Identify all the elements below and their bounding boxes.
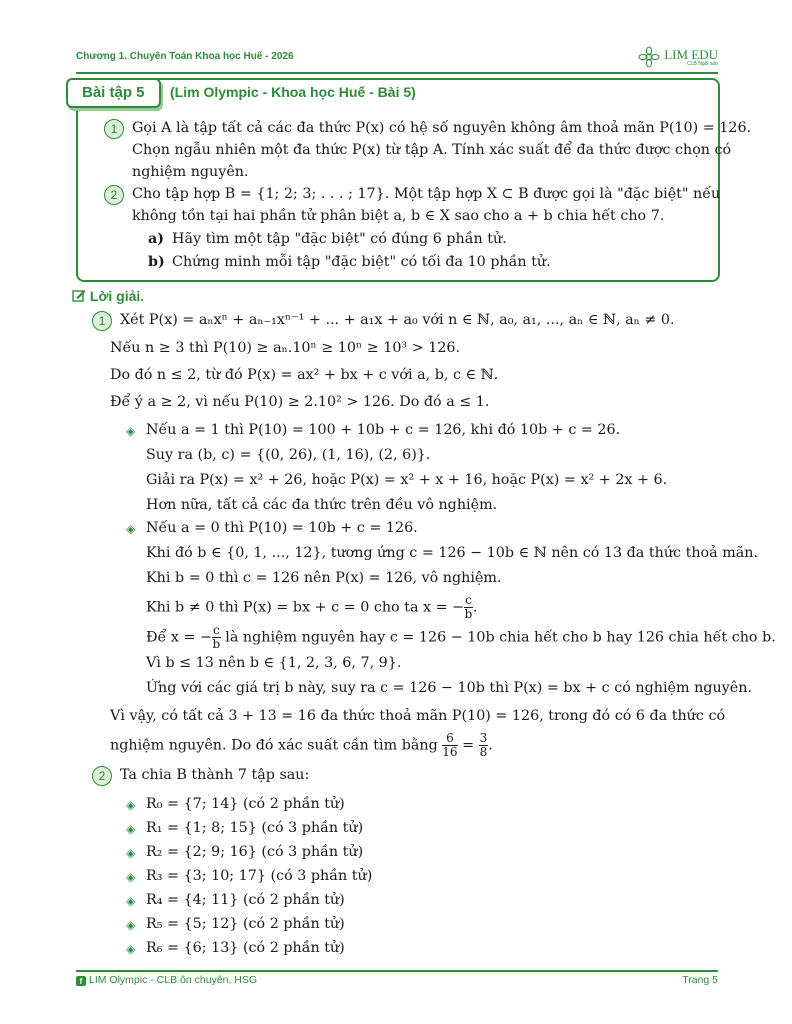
case-1-line: Nếu a = 1 thì P(10) = 100 + 10b + c = 126, khi đó 10b + c = 26. (146, 422, 621, 438)
case-2-line (146, 594, 477, 621)
solution-line: Nếu n ≥ 3 thì P(10) ≥ aₙ.10ⁿ ≥ 10ⁿ ≥ 10³ > 126. (110, 340, 461, 356)
case-2-line: Vì b ≤ 13 nên b ∈ {1, 2, 3, 6, 7, 9}. (146, 655, 402, 671)
fraction-3-8 (479, 732, 489, 759)
solution-line: Do đó n ≤ 2, từ đó P(x) = ax² + bx + c với a, b, c ∈ ℕ. (110, 367, 499, 383)
header-divider (76, 72, 718, 74)
solution-part-2-number: 2 (92, 766, 112, 786)
case-2-line (146, 624, 776, 651)
problem-part-2-line: không tồn tại hai phần tử phân biệt a, b ∈ X sao cho a + b chia hết cho 7. (132, 208, 665, 224)
denominator: 16 (442, 745, 458, 759)
period: . (488, 737, 493, 754)
case-2-text: là nghiệm nguyên hay c = 126 − 10b chia hết cho b hay 126 chia hết cho b. (220, 629, 776, 646)
set-item: R₂ = {2; 9; 16} (có 3 phần tử) (146, 844, 364, 860)
problem-part-1-line: Chọn ngẫu nhiên một đa thức P(x) từ tập A. Tính xác suất để đa thức được chọn có (132, 142, 732, 158)
sub-b-text: Chứng minh mỗi tập "đặc biệt" có tối đa 10 phần tử. (172, 254, 551, 270)
lim-edu-logo (638, 46, 718, 68)
facebook-icon: f (76, 976, 86, 986)
footer-left-text: LIM Olympic - CLB ôn chuyên, HSG (89, 974, 258, 986)
fraction-c-over-b (212, 624, 221, 651)
set-item: R₄ = {4; 11} (có 2 phần tử) (146, 892, 345, 908)
numerator: 3 (479, 731, 488, 745)
diamond-bullet-icon: ◈ (126, 870, 136, 884)
sub-a-text: Hãy tìm một tập "đặc biệt" có đúng 6 phần tử. (172, 231, 507, 247)
set-item: R₅ = {5; 12} (có 2 phần tử) (146, 916, 345, 932)
numerator: c (213, 623, 220, 637)
diamond-bullet-icon: ◈ (126, 822, 136, 836)
problem-part-2-line: Cho tập hợp B = {1; 2; 3; . . . ; 17}. Một tập hợp X ⊂ B được gọi là "đặc biệt" nếu (132, 186, 721, 202)
case-2-text: Để x = − (146, 629, 212, 646)
solution-heading-text: Lời giải. (89, 288, 145, 304)
case-2-line: Khi đó b ∈ {0, 1, ..., 12}, tương ứng c = 126 − 10b ∈ ℕ nên có 13 đa thức thoả mãn. (146, 545, 759, 561)
sub-b-label: b) (148, 254, 165, 270)
problem-part-1-number: 1 (104, 119, 124, 139)
conclusion-line: Vì vậy, có tất cả 3 + 13 = 16 đa thức thoả mãn P(10) = 126, trong đó có 6 đa thức có (110, 708, 726, 724)
problem-part-1-line: Gọi A là tập tất cả các đa thức P(x) có hệ số nguyên không âm thoả mãn P(10) = 126. (132, 120, 752, 136)
fraction-6-16 (442, 732, 457, 759)
logo-flower-icon (638, 46, 660, 68)
denominator: b (464, 607, 473, 621)
problem-tag: Bài tập 5 (66, 78, 161, 108)
footer-divider (76, 970, 718, 972)
diamond-bullet-icon: ◈ (126, 798, 136, 812)
case-1-line: Hơn nữa, tất cả các đa thức trên đều vô nghiệm. (146, 497, 498, 513)
diamond-bullet-icon: ◈ (126, 942, 136, 956)
footer-left (76, 974, 257, 986)
set-item: R₁ = {1; 8; 15} (có 3 phần tử) (146, 820, 364, 836)
edit-icon (72, 289, 86, 302)
logo-text: LIM EDU (664, 46, 718, 62)
diamond-bullet-icon: ◈ (126, 894, 136, 908)
logo-subtext: CLB Ngôi sao (687, 60, 718, 67)
solution-part-1-number: 1 (92, 311, 112, 331)
set-item: R₀ = {7; 14} (có 2 phần tử) (146, 796, 345, 812)
page-number: Trang 5 (682, 974, 718, 986)
equals-sign: = (462, 737, 475, 754)
sub-a-label: a) (148, 231, 165, 247)
numerator: 6 (442, 732, 457, 746)
page-header (76, 46, 718, 70)
solution-line: Xét P(x) = aₙxⁿ + aₙ₋₁xⁿ⁻¹ + ... + a₁x + a₀ với n ∈ ℕ, a₀, a₁, ..., aₙ ∈ ℕ, aₙ ≠ 0. (120, 312, 675, 328)
conclusion-line (110, 732, 493, 759)
solution-line: Để ý a ≥ 2, vì nếu P(10) ≥ 2.10² > 126. Do đó a ≤ 1. (110, 394, 490, 410)
set-item: R₃ = {3; 10; 17} (có 3 phần tử) (146, 868, 373, 884)
fraction-c-over-b (464, 594, 473, 621)
set-item: R₆ = {6; 13} (có 2 phần tử) (146, 940, 345, 956)
diamond-bullet-icon: ◈ (126, 522, 136, 536)
case-1-line: Giải ra P(x) = x² + 26, hoặc P(x) = x² + x + 16, hoặc P(x) = x² + 2x + 6. (146, 472, 668, 488)
numerator: c (465, 593, 472, 607)
denominator: b (212, 637, 221, 651)
case-2-line: Ứng với các giá trị b này, suy ra c = 126 − 10b thì P(x) = bx + c có nghiệm nguyên. (146, 680, 752, 696)
diamond-bullet-icon: ◈ (126, 918, 136, 932)
case-2-text: Khi b ≠ 0 thì P(x) = bx + c = 0 cho ta x = − (146, 599, 465, 616)
diamond-bullet-icon: ◈ (126, 424, 136, 438)
problem-part-2-number: 2 (104, 185, 124, 205)
case-2-line: Nếu a = 0 thì P(10) = 10b + c = 126. (146, 520, 418, 536)
problem-part-1-line: nghiệm nguyên. (132, 164, 249, 180)
diamond-bullet-icon: ◈ (126, 846, 136, 860)
case-2-line: Khi b = 0 thì c = 126 nên P(x) = 126, vô nghiệm. (146, 570, 502, 586)
case-2-text: . (472, 599, 478, 616)
case-1-line: Suy ra (b, c) = {(0, 26), (1, 16), (2, 6)}. (146, 447, 431, 463)
conclusion-text: nghiệm nguyên. Do đó xác suất cần tìm bằng (110, 737, 438, 754)
solution-part-2-intro: Ta chia B thành 7 tập sau: (120, 767, 310, 783)
denominator: 8 (479, 745, 488, 759)
solution-heading (72, 288, 144, 304)
problem-source: (Lim Olympic - Khoa học Huế - Bài 5) (170, 84, 416, 100)
chapter-title: Chương 1. Chuyên Toán Khoa học Huế - 2026 (76, 51, 294, 62)
